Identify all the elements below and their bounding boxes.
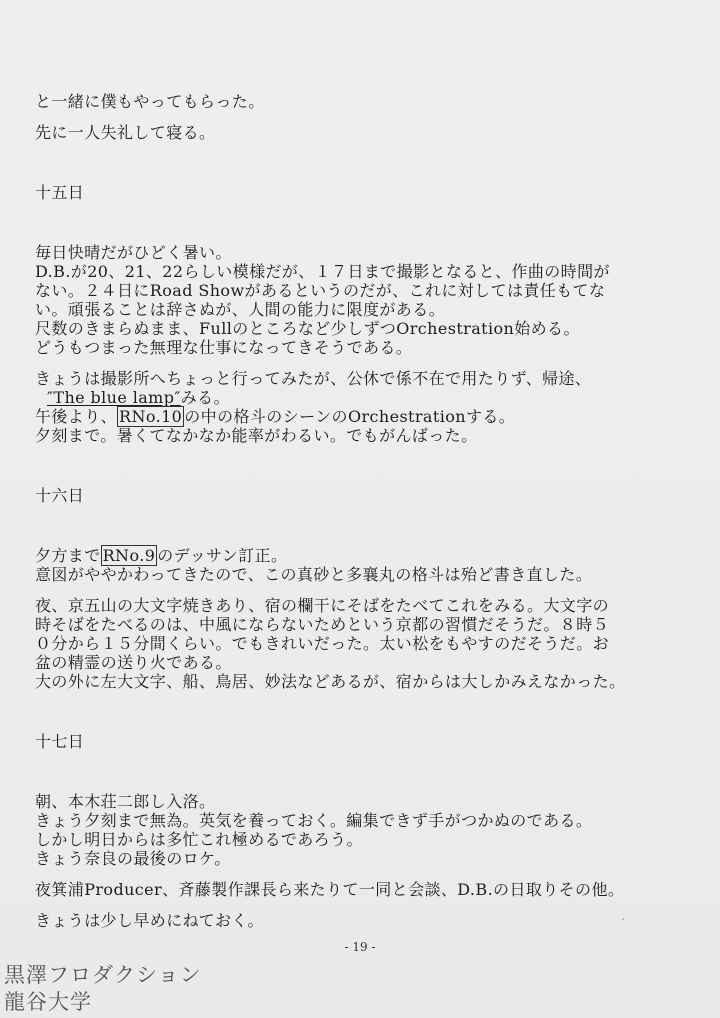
reel-number-box: RNo.10 [119,407,183,426]
day15-p1-line-4: い。頑張ることは辞さぬが、人間の能力に限度がある。 [35,300,446,319]
day15-p1-line-5: 尺数のきまらぬまま、Fullのところなど少しずつOrchestration始める。 [35,319,580,338]
day15-p1-line-2: D.B.が20、21、22らしい模様だが、１７日まで撮影となると、作曲の時間が [35,262,610,281]
day16-p1-line-1 [35,546,695,565]
day16-p1-line-1-pre: 夕方まで [35,546,101,565]
day16-p2-line-3: ０分から１５分間くらい。でもきれいだった。太い松をもやすのだそうだ。お [35,634,610,653]
day15-p1-line-6: どうもつまった無理な仕事になってきそうである。 [35,338,413,357]
day16-p2-line-4: 盆の精霊の送り火である。 [35,653,232,672]
day16-p1-line-1-post: のデッサン訂正。 [157,546,288,565]
day17-p2: 夜箕浦Producer、斉藤製作課長ら来たりて一同と会談、D.B.の日取りその他。 [35,880,625,899]
day16-p1-line-2: 意図がややかわってきたので、この真砂と多襄丸の格斗は殆ど書き直した。 [35,565,593,584]
day17-p1-line-4: きょう奈良の最後のロケ。 [35,849,231,868]
day15-p2-line-2-rest: みる。 [180,388,230,407]
day17-p3: きょうは少し早めにねておく。 [35,911,264,930]
day17-p1-line-2: きょう夕刻まで無為。英気を養っておく。編集できず手がつかぬのである。 [35,811,593,830]
intro-line-1: と一緒に僕もやってもらった。 [35,92,265,111]
day15-p2-line-4: 夕刻まで。暑くてなかなか能率がわるい。でもがんばった。 [35,426,478,445]
day15-p2-line-3-pre: 午後より、 [35,407,118,426]
day16-p2-line-1: 夜、京五山の大文字焼きあり、宿の欄干にそばをたべてこれをみる。大文字の [35,596,610,615]
watermark-line-1: 黒澤フロダクション [4,963,202,987]
reel-number-box: RNo.9 [102,546,156,565]
day17-p1-line-1: 朝、本木荘二郎し入洛。 [35,792,216,811]
day16-p2-line-2: 時そばをたべるのは、中風にならないためという京都の習慣だそうだ。８時５ [35,615,610,634]
day15-p2-line-3 [35,407,695,426]
day15-p1-line-3: ない。２４日にRoad Showがあるというのだが、これに対しては責任もてな [35,281,606,300]
day17-p1-line-3: しかし明日からは多忙これ極めるであろう。 [35,830,363,849]
document-body [35,92,695,930]
day15-p1-line-1: 毎日快晴だがひどく暑い。 [35,243,232,262]
watermark-line-2: 龍谷大学 [4,990,92,1014]
film-title: ″The blue lamp″ [47,388,181,407]
intro-line-2: 先に一人失礼して寝る。 [35,123,216,142]
day16-heading: 十六日 [35,486,85,505]
day15-p2-line-3-post: の中の格斗のシーンのOrchestrationする。 [184,407,516,426]
day17-heading: 十七日 [35,732,85,751]
day15-p2-line-2 [35,388,695,407]
day15-p2-line-1: きょうは撮影所へちょっと行ってみたが、公休で係不在で用たりず、帰途、 [35,369,592,388]
day15-heading: 十五日 [35,183,85,202]
page-number: - 19 - [344,940,376,954]
tick-mark: ′ [622,918,625,929]
day16-p2-line-5: 大の外に左大文字、船、鳥居、妙法などあるが、宿からは大しかみえなかった。 [35,672,626,691]
